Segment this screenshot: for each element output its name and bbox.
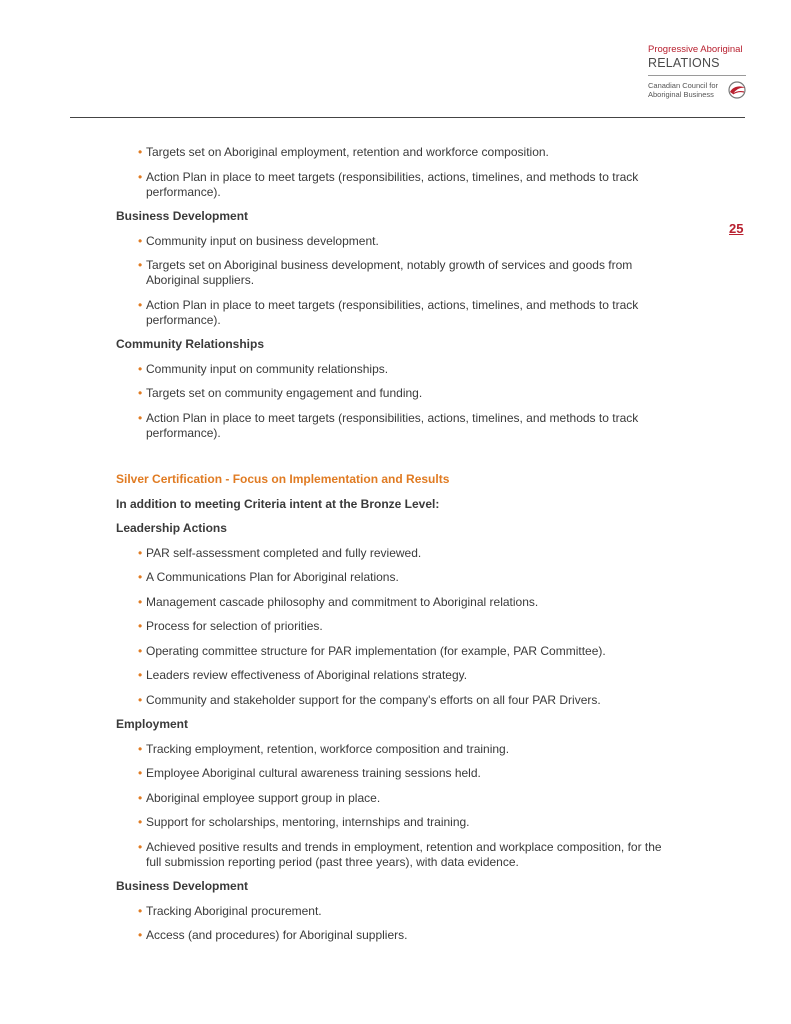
page-number[interactable]: 25 xyxy=(729,221,744,236)
org-line-1: Canadian Council for xyxy=(648,81,719,90)
header-divider xyxy=(648,75,746,76)
list-item-text: Tracking employment, retention, workforce composition and training. xyxy=(146,741,510,756)
silver-intro: In addition to meeting Criteria intent at the Bronze Level: xyxy=(116,496,440,511)
document-header xyxy=(648,44,746,99)
list-item xyxy=(116,170,676,210)
list-item-text: Support for scholarships, mentoring, internships and training. xyxy=(146,815,470,829)
list-item xyxy=(116,258,676,298)
list-item-text: A Communications Plan for Aboriginal relations. xyxy=(146,570,399,584)
section-spacer xyxy=(116,450,676,472)
list-item-text: Action Plan in place to meet targets (responsibilities, actions, timelines, and methods to track performance). xyxy=(146,297,639,327)
list-item-text: Tracking Aboriginal procurement. xyxy=(146,903,322,918)
list-item xyxy=(116,595,676,620)
header-title: Progressive Aboriginal xyxy=(648,44,743,55)
bullet-icon: • xyxy=(138,258,143,272)
bullet-list xyxy=(116,362,676,451)
bullet-list xyxy=(116,145,676,209)
list-item-text: Targets set on Aboriginal business development, notably growth of services and goods from Aboriginal suppliers. xyxy=(146,258,633,287)
list-item xyxy=(116,145,676,170)
list-item-text: Community input on business development. xyxy=(146,233,379,248)
bullet-icon: • xyxy=(138,361,143,376)
list-item-text: Targets set on Aboriginal employment, retention and workforce composition. xyxy=(146,145,549,159)
bullet-icon: • xyxy=(138,692,143,707)
section-heading: Business Development xyxy=(116,209,249,223)
list-item xyxy=(116,840,676,880)
list-item-text: Community and stakeholder support for the company's efforts on all four PAR Drivers. xyxy=(146,692,601,707)
header-subtitle: RELATIONS xyxy=(648,56,720,70)
bullet-icon: • xyxy=(138,297,143,312)
section-heading: Leadership Actions xyxy=(116,521,227,535)
list-item-text: Management cascade philosophy and commitment to Aboriginal relations. xyxy=(146,594,539,609)
list-item xyxy=(116,668,676,693)
bullet-icon: • xyxy=(138,643,143,658)
bullet-list xyxy=(116,234,676,338)
org-line-2: Aboriginal Business xyxy=(648,90,714,99)
section-heading: Business Development xyxy=(116,879,249,893)
list-item xyxy=(116,546,676,571)
list-item xyxy=(116,742,676,767)
list-item xyxy=(116,644,676,669)
bullet-icon: • xyxy=(138,928,143,942)
bullet-list xyxy=(116,904,676,953)
bullet-icon: • xyxy=(138,815,143,829)
silver-certification-title: Silver Certification - Focus on Implementation and Results xyxy=(116,472,450,486)
list-item xyxy=(116,928,676,953)
bullet-icon: • xyxy=(138,839,143,854)
list-item-text: Action Plan in place to meet targets (responsibilities, actions, timelines, and methods to track performance). xyxy=(146,410,639,440)
bullet-icon: • xyxy=(138,169,143,184)
list-item-text: Achieved positive results and trends in employment, retention and workplace composition, for the full submission reporting period (past three years), with data evidence. xyxy=(146,839,662,869)
bullet-icon: • xyxy=(138,545,143,560)
header-rule xyxy=(70,117,745,118)
list-item-text: Employee Aboriginal cultural awareness training sessions held. xyxy=(146,766,481,780)
section-heading: Employment xyxy=(116,717,189,731)
bullet-list xyxy=(116,742,676,880)
ccab-logo-icon xyxy=(727,80,747,100)
bullet-icon: • xyxy=(138,668,143,682)
bullet-icon: • xyxy=(138,903,143,918)
header-organization xyxy=(648,81,746,99)
list-item xyxy=(116,570,676,595)
list-item xyxy=(116,298,676,338)
bullet-icon: • xyxy=(138,741,143,756)
list-item xyxy=(116,766,676,791)
section-heading: Community Relationships xyxy=(116,337,265,351)
page-content xyxy=(116,145,676,953)
bullet-icon: • xyxy=(138,570,143,584)
list-item-text: Community input on community relationships. xyxy=(146,361,389,376)
bullet-icon: • xyxy=(138,410,143,425)
bullet-list xyxy=(116,546,676,718)
list-item-text: Action Plan in place to meet targets (responsibilities, actions, timelines, and methods to track performance). xyxy=(146,169,639,199)
list-item-text: Access (and procedures) for Aboriginal suppliers. xyxy=(146,928,408,942)
bullet-icon: • xyxy=(138,619,143,633)
bullet-icon: • xyxy=(138,145,143,159)
bullet-icon: • xyxy=(138,766,143,780)
bullet-icon: • xyxy=(138,233,143,248)
list-item-text: Process for selection of priorities. xyxy=(146,619,323,633)
bullet-icon: • xyxy=(138,594,143,609)
list-item-text: Targets set on community engagement and funding. xyxy=(146,386,423,400)
list-item xyxy=(116,386,676,411)
list-item xyxy=(116,619,676,644)
list-item-text: Aboriginal employee support group in place. xyxy=(146,790,381,805)
bullet-icon: • xyxy=(138,386,143,400)
list-item-text: Leaders review effectiveness of Aboriginal relations strategy. xyxy=(146,668,468,682)
list-item xyxy=(116,791,676,816)
bullet-icon: • xyxy=(138,790,143,805)
list-item xyxy=(116,234,676,259)
list-item xyxy=(116,693,676,718)
list-item xyxy=(116,815,676,840)
list-item xyxy=(116,362,676,387)
list-item xyxy=(116,411,676,451)
list-item xyxy=(116,904,676,929)
list-item-text: PAR self-assessment completed and fully reviewed. xyxy=(146,545,422,560)
list-item-text: Operating committee structure for PAR implementation (for example, PAR Committee). xyxy=(146,643,606,658)
